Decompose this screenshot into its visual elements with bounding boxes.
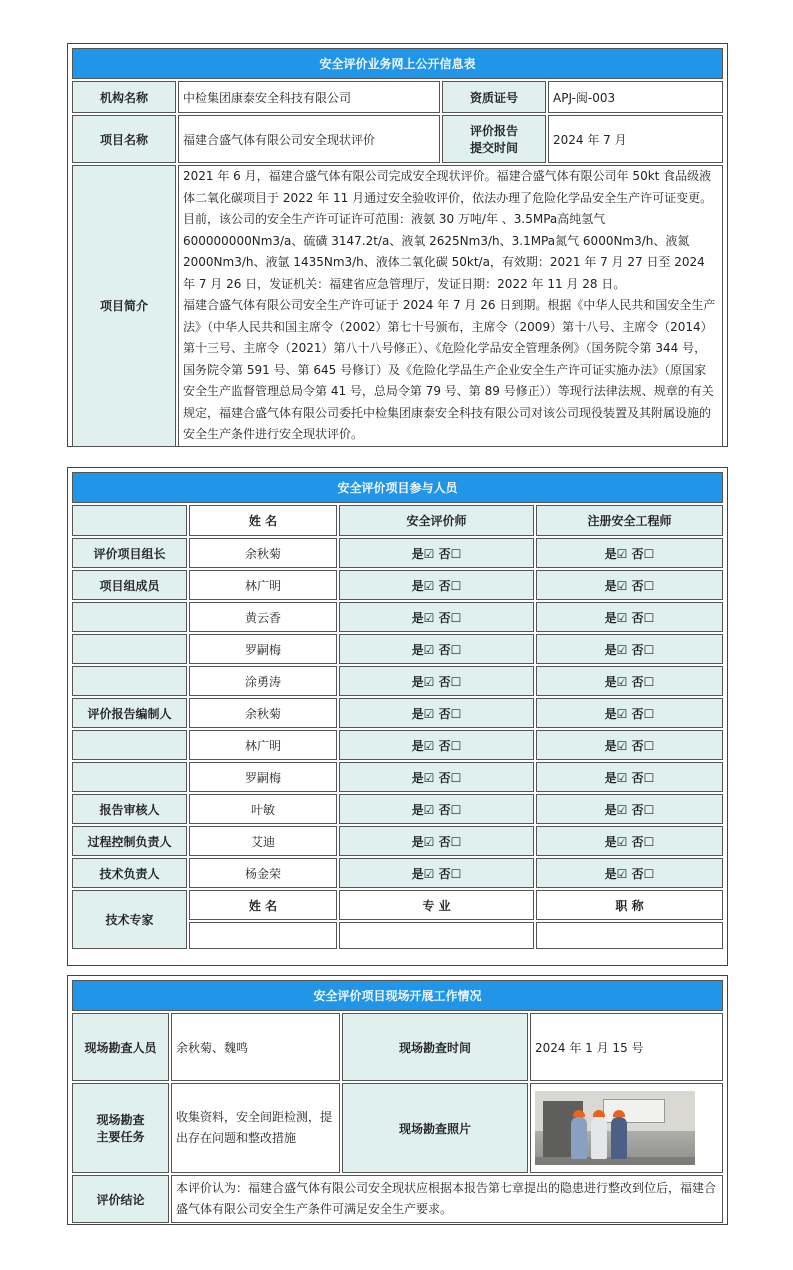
staff-name: 林广明: [189, 570, 337, 600]
expert-label: 技术专家: [72, 890, 187, 949]
staff-name: 黄云香: [189, 602, 337, 632]
project-value: 福建合盛气体有限公司安全现状评价: [178, 115, 440, 163]
evaluator-checkbox-mark[interactable]: 是☑ 否☐: [339, 538, 534, 568]
conclusion-label: 评价结论: [72, 1175, 169, 1223]
staff-name: 罗嗣梅: [189, 634, 337, 664]
expert-col-title: 职 称: [536, 890, 723, 920]
staff-row: [72, 858, 723, 888]
engineer-checkbox-mark[interactable]: 是☑ 否☐: [536, 570, 723, 600]
staff-name: 杨金荣: [189, 858, 337, 888]
expert-name-cell: [189, 922, 337, 949]
task-label-line1: 现场勘查: [96, 1113, 145, 1127]
evaluator-checkbox-mark[interactable]: 是☑ 否☐: [339, 858, 534, 888]
report-time-label-line1: 评价报告: [469, 124, 518, 138]
site-survey-photo: [535, 1091, 695, 1165]
task-value: 收集资料，安全间距检测，提出存在问题和整改措施: [171, 1083, 340, 1173]
staff-row: [72, 602, 723, 632]
surveyors-value: 余秋菊、魏鸣: [171, 1013, 340, 1081]
evaluator-checkbox-mark[interactable]: 是☑ 否☐: [339, 698, 534, 728]
expert-col-name: 姓 名: [189, 890, 337, 920]
task-label: [72, 1083, 169, 1173]
engineer-checkbox-mark[interactable]: 是☑ 否☐: [536, 666, 723, 696]
survey-time-label: 现场勘查时间: [342, 1013, 528, 1081]
expert-col-major: 专 业: [339, 890, 534, 920]
evaluator-checkbox-mark[interactable]: 是☑ 否☐: [339, 666, 534, 696]
staff-col-evaluator: 安全评价师: [339, 505, 534, 536]
staff-row: [72, 634, 723, 664]
staff-role: [72, 762, 187, 792]
evaluator-checkbox-mark[interactable]: 是☑ 否☐: [339, 730, 534, 760]
staff-row: [72, 698, 723, 728]
expert-major-cell: [339, 922, 534, 949]
staff-role: [72, 602, 187, 632]
engineer-checkbox-mark[interactable]: 是☑ 否☐: [536, 698, 723, 728]
staff-table-title: 安全评价项目参与人员: [72, 472, 723, 503]
staff-row: [72, 570, 723, 600]
staff-name: 涂勇涛: [189, 666, 337, 696]
engineer-checkbox-mark[interactable]: 是☑ 否☐: [536, 762, 723, 792]
staff-role: 报告审核人: [72, 794, 187, 824]
staff-name: 林广明: [189, 730, 337, 760]
staff-name: 罗嗣梅: [189, 762, 337, 792]
info-table-title: 安全评价业务网上公开信息表: [72, 48, 723, 79]
staff-role: 技术负责人: [72, 858, 187, 888]
evaluator-checkbox-mark[interactable]: 是☑ 否☐: [339, 602, 534, 632]
intro-paragraph-2: 福建合盛气体有限公司安全生产许可证于 2024 年 7 月 26 日到期。根据《中华人民共和国安全生产法》（中华人民共和国主席令（2002）第七十号颁布，主席令（2009）第十八号、主席令（2014）第十三号、主席令（2021）第八十八号修正）、《危险化学品安全管理条例》（国务院令第 344 号，国务院令第 591 号、第 645 号修订）及《危险化学品生产企业安全生产许可证实施办法》（原国家安全生产监督管理总局令第 41 号，总局令第 79 号、第 89 号修正））等现行法律法规、规章的有关规定，福建合盛气体有限公司委托中检集团康泰安全科技有限公司对该公司现役装置及其附属设施的安全生产条件进行安全现状评价。: [183, 298, 716, 441]
engineer-checkbox-mark[interactable]: 是☑ 否☐: [536, 730, 723, 760]
evaluator-checkbox-mark[interactable]: 是☑ 否☐: [339, 570, 534, 600]
intro-text: [178, 165, 723, 447]
cert-label: 资质证号: [442, 81, 546, 113]
staff-role: 评价报告编制人: [72, 698, 187, 728]
evaluator-checkbox-mark[interactable]: 是☑ 否☐: [339, 634, 534, 664]
staff-role: [72, 730, 187, 760]
engineer-checkbox-mark[interactable]: 是☑ 否☐: [536, 826, 723, 856]
evaluator-checkbox-mark[interactable]: 是☑ 否☐: [339, 762, 534, 792]
cert-value: APJ-闽-003: [548, 81, 723, 113]
staff-row: [72, 538, 723, 568]
task-label-line2: 主要任务: [96, 1130, 145, 1144]
survey-time-value: 2024 年 1 月 15 号: [530, 1013, 723, 1081]
staff-row: [72, 762, 723, 792]
conclusion-value: 本评价认为：福建合盛气体有限公司安全现状应根据本报告第七章提出的隐患进行整改到位后，福建合盛气体有限公司安全生产条件可满足安全生产要求。: [171, 1175, 723, 1223]
photo-label: 现场勘查照片: [342, 1083, 528, 1173]
report-time-label: [442, 115, 546, 163]
report-time-label-line2: 提交时间: [469, 141, 518, 155]
staff-name: 余秋菊: [189, 538, 337, 568]
staff-role: [72, 666, 187, 696]
staff-role: 过程控制负责人: [72, 826, 187, 856]
photo-cell: [530, 1083, 723, 1173]
staff-name: 余秋菊: [189, 698, 337, 728]
site-table: [67, 975, 728, 1225]
report-time-value: 2024 年 7 月: [548, 115, 723, 163]
staff-role: 评价项目组长: [72, 538, 187, 568]
surveyors-label: 现场勘查人员: [72, 1013, 169, 1081]
staff-col-name: 姓 名: [189, 505, 337, 536]
staff-role: [72, 634, 187, 664]
engineer-checkbox-mark[interactable]: 是☑ 否☐: [536, 634, 723, 664]
staff-header-blank: [72, 505, 187, 536]
intro-paragraph-1: 2021 年 6 月，福建合盛气体有限公司完成安全现状评价。福建合盛气体有限公司年 50kt 食品级液体二氧化碳项目于 2022 年 11 月通过安全验收评价，依法办理了危险化学品安全生产许可证变更。目前，该公司的安全生产许可证许可范围：液氨 30 万吨/年 、3.5MPa高纯氢气 600000000Nm3/a、硫磺 3147.2t/a、液氧 2625Nm3/h、3.1MPa氮气 6000Nm3/h、液氮 2000Nm3/h、液氩 1435Nm3/h、液体二氧化碳 50kt/a，有效期：2021 年 7 月 27 日至 2024 年 7 月 26 日，发证机关：福建省应急管理厅，发证日期：2022 年 11 月 28 日。: [183, 169, 713, 291]
engineer-checkbox-mark[interactable]: 是☑ 否☐: [536, 538, 723, 568]
staff-name: 艾迪: [189, 826, 337, 856]
expert-title-cell: [536, 922, 723, 949]
project-label: 项目名称: [72, 115, 176, 163]
org-label: 机构名称: [72, 81, 176, 113]
staff-role: 项目组成员: [72, 570, 187, 600]
info-table: [67, 43, 728, 447]
staff-table: [67, 467, 728, 966]
staff-row: [72, 730, 723, 760]
evaluator-checkbox-mark[interactable]: 是☑ 否☐: [339, 794, 534, 824]
engineer-checkbox-mark[interactable]: 是☑ 否☐: [536, 858, 723, 888]
engineer-checkbox-mark[interactable]: 是☑ 否☐: [536, 602, 723, 632]
site-table-title: 安全评价项目现场开展工作情况: [72, 980, 723, 1011]
staff-col-engineer: 注册安全工程师: [536, 505, 723, 536]
org-value: 中检集团康泰安全科技有限公司: [178, 81, 440, 113]
staff-name: 叶敏: [189, 794, 337, 824]
staff-row: [72, 794, 723, 824]
engineer-checkbox-mark[interactable]: 是☑ 否☐: [536, 794, 723, 824]
staff-row: [72, 826, 723, 856]
staff-row: [72, 666, 723, 696]
intro-label: 项目简介: [72, 165, 176, 447]
evaluator-checkbox-mark[interactable]: 是☑ 否☐: [339, 826, 534, 856]
